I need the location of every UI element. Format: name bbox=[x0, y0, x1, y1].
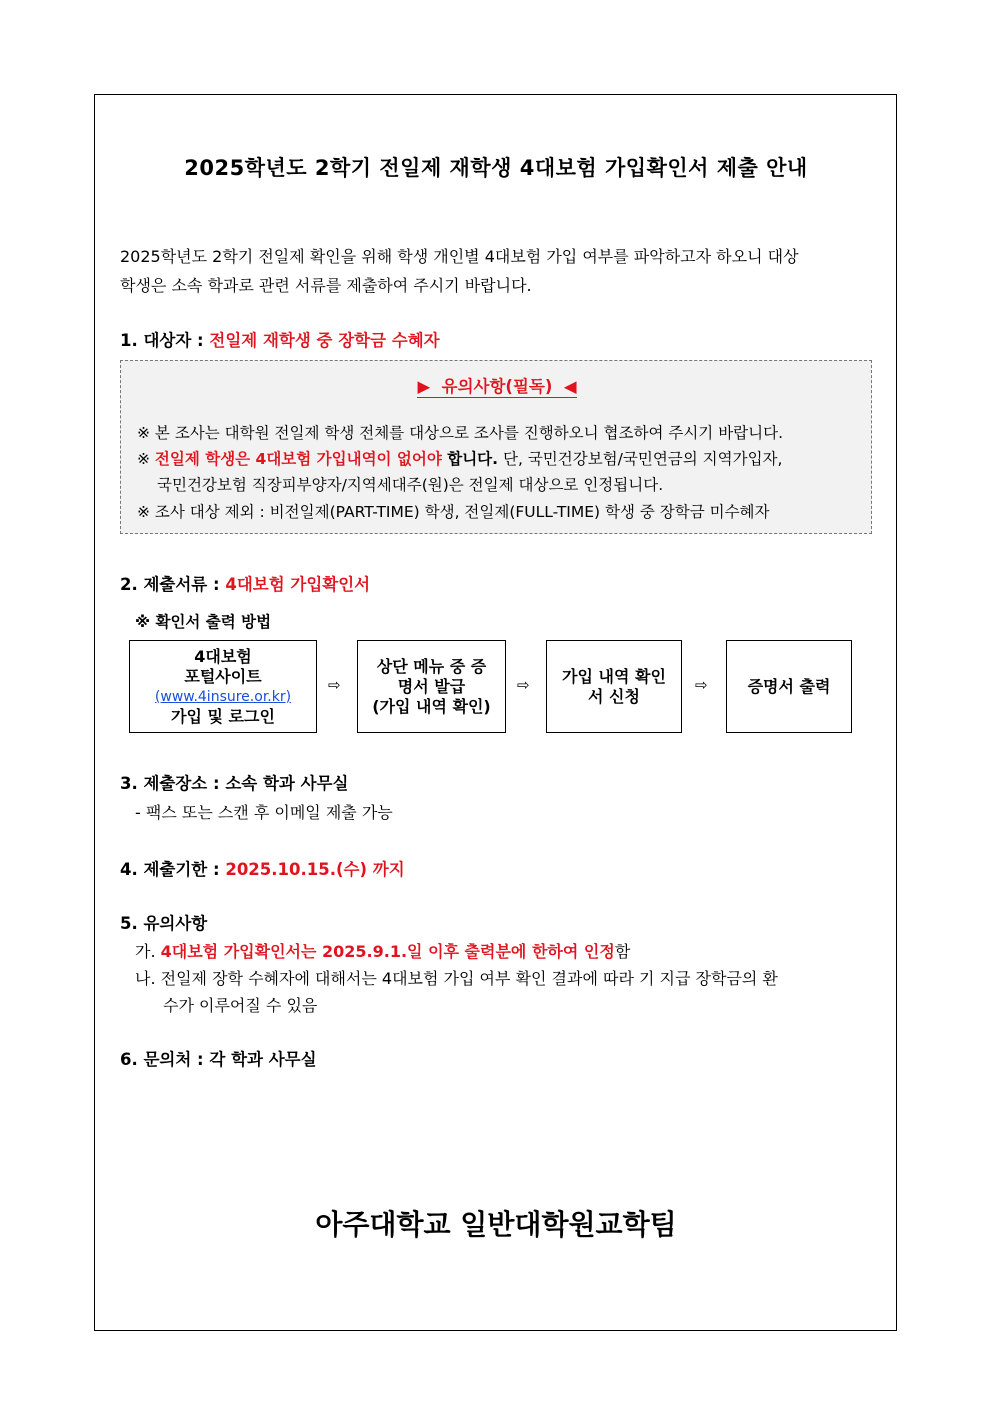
section-1-heading bbox=[120, 327, 440, 351]
print-method-label: ※ 확인서 출력 방법 bbox=[135, 613, 272, 631]
section-6-heading: 6. 문의처 : 각 학과 사무실 bbox=[120, 1050, 317, 1069]
flow-step-1-line-2: 포털사이트 bbox=[184, 666, 262, 686]
flow-step-2-line-2: 명서 발급 bbox=[397, 676, 466, 696]
section-2-value: 4대보험 가입확인서 bbox=[225, 575, 371, 594]
notice-item-1: ※ 본 조사는 대학원 전일제 학생 전체를 대상으로 조사를 진행하오니 협조하여 주시기 바랍니다. bbox=[137, 424, 784, 442]
section-3-heading: 3. 제출장소 : 소속 학과 사무실 bbox=[120, 774, 349, 793]
flow-step-2 bbox=[357, 640, 506, 733]
section-5-item-a-red: 4대보험 가입확인서는 2025.9.1.일 이후 출력분에 한하여 인정 bbox=[160, 942, 615, 961]
section-4-value: 2025.10.15.(수) 까지 bbox=[225, 860, 405, 879]
notice-item-2-red: 전일제 학생은 4대보험 가입내역이 없어야 bbox=[154, 450, 442, 468]
notice-item-2 bbox=[137, 447, 782, 469]
flow-step-3-line-2: 서 신청 bbox=[588, 686, 640, 706]
flow-step-4 bbox=[726, 640, 852, 733]
flow-arrow-icon: ⇨ bbox=[328, 676, 341, 694]
flow-step-4-line-1: 증명서 출력 bbox=[747, 676, 831, 696]
flow-step-1 bbox=[129, 640, 317, 733]
section-5-item-a-mark: 가. bbox=[135, 942, 161, 961]
section-2-heading bbox=[120, 571, 370, 595]
section-2-label: 2. 제출서류 : bbox=[120, 575, 226, 594]
flow-arrow-icon: ⇨ bbox=[695, 676, 708, 694]
signature-org-name: 아주대학교 일반대학원교학팀 bbox=[315, 1208, 677, 1241]
intro-line-1: 2025학년도 2학기 전일제 확인을 위해 학생 개인별 4대보험 가입 여부를 파악하고자 하오니 대상 bbox=[120, 247, 799, 266]
flow-step-2-line-1: 상단 메뉴 중 증 bbox=[376, 656, 487, 676]
notice-right-marker: ◀ bbox=[563, 377, 577, 396]
section-5-item-b-line-1: 나. 전일제 장학 수혜자에 대해서는 4대보험 가입 여부 확인 결과에 따라 기 지급 장학금의 환 bbox=[135, 969, 778, 988]
section-4-label: 4. 제출기한 : bbox=[120, 860, 226, 879]
notice-item-2-continued: 국민건강보험 직장피부양자/지역세대주(원)은 전일제 대상으로 인정됩니다. bbox=[157, 476, 664, 494]
flow-step-2-line-3: (가입 내역 확인) bbox=[372, 696, 491, 716]
flow-step-3-line-1: 가입 내역 확인 bbox=[562, 666, 666, 686]
section-1-value: 전일제 재학생 중 장학금 수혜자 bbox=[209, 331, 440, 350]
section-5-item-b-line-2: 수가 이루어질 수 있음 bbox=[163, 996, 318, 1015]
notice-item-2-mark: ※ bbox=[137, 450, 155, 468]
notice-title bbox=[121, 373, 873, 397]
flow-step-3 bbox=[546, 640, 682, 733]
notice-item-3: ※ 조사 대상 제외 : 비전일제(PART-TIME) 학생, 전일제(FULL-TIME) 학생 중 장학금 미수혜자 bbox=[137, 503, 770, 521]
section-3-note: - 팩스 또는 스캔 후 이메일 제출 가능 bbox=[135, 803, 393, 822]
flow-step-1-line-1: 4대보험 bbox=[194, 646, 252, 666]
section-1-label: 1. 대상자 : bbox=[120, 331, 210, 350]
section-5-item-a-end: 함 bbox=[614, 942, 631, 961]
notice-title-text: 유의사항(필독) bbox=[441, 377, 553, 396]
section-5-item-a bbox=[135, 939, 630, 962]
insure-portal-link[interactable]: (www.4insure.or.kr) bbox=[154, 688, 292, 705]
flow-arrow-icon: ⇨ bbox=[517, 676, 530, 694]
intro-line-2: 학생은 소속 학과로 관련 서류를 제출하여 주시기 바랍니다. bbox=[120, 276, 532, 295]
section-4-heading bbox=[120, 856, 405, 880]
notice-item-2-bold: 합니다. bbox=[441, 450, 499, 468]
section-5-heading: 5. 유의사항 bbox=[120, 914, 208, 933]
notice-box bbox=[120, 360, 872, 534]
notice-item-2-rest: 단, 국민건강보험/국민연금의 지역가입자, bbox=[498, 450, 783, 468]
document-title: 2025학년도 2학기 전일제 재학생 4대보험 가입확인서 제출 안내 bbox=[184, 156, 808, 180]
flow-step-1-line-3: 가입 및 로그인 bbox=[171, 706, 275, 726]
notice-left-marker: ▶ bbox=[417, 377, 431, 396]
